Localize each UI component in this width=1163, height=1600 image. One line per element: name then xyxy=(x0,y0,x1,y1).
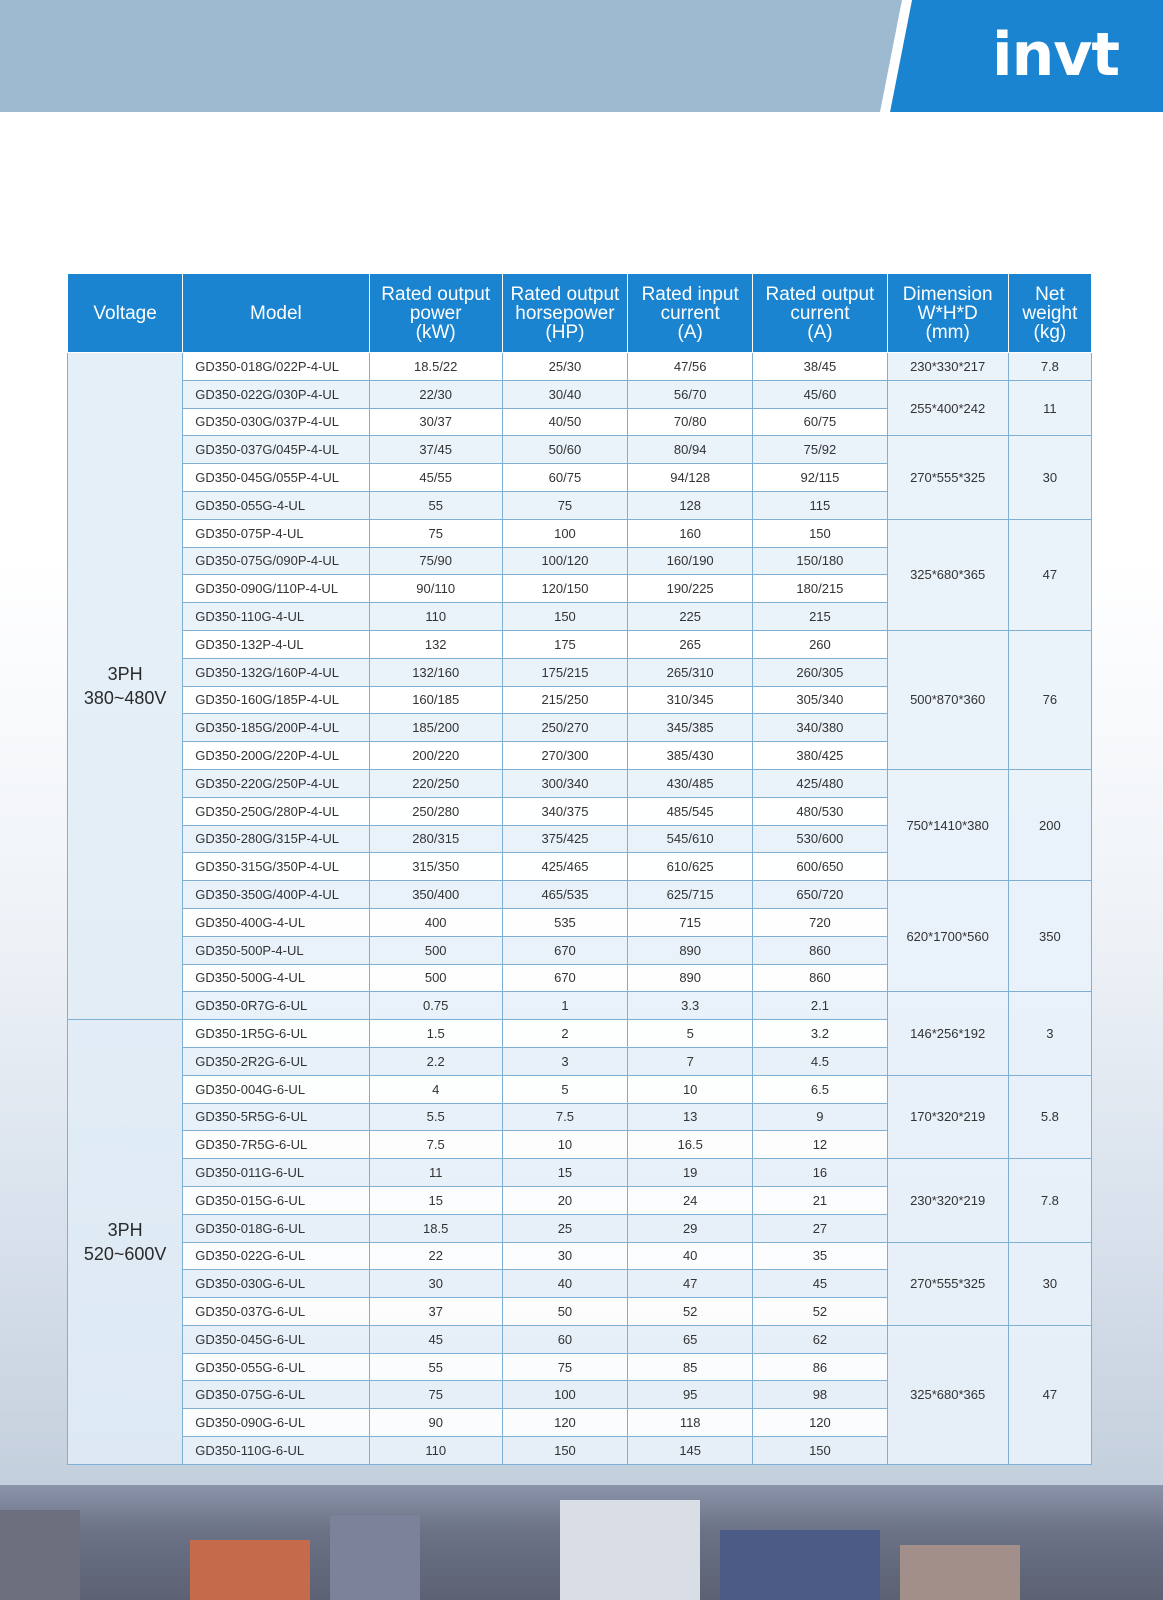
input-current-cell: 47 xyxy=(628,1270,753,1298)
output-current-cell: 45/60 xyxy=(753,380,887,408)
input-current-cell: 95 xyxy=(628,1381,753,1409)
input-current-cell: 265/310 xyxy=(628,658,753,686)
input-current-cell: 310/345 xyxy=(628,686,753,714)
output-current-cell: 86 xyxy=(753,1353,887,1381)
input-current-cell: 7 xyxy=(628,1047,753,1075)
table-header-row xyxy=(68,274,1092,353)
output-current-cell: 21 xyxy=(753,1186,887,1214)
power-cell: 22 xyxy=(369,1242,502,1270)
model-cell: GD350-110G-6-UL xyxy=(183,1437,369,1465)
input-current-cell: 345/385 xyxy=(628,714,753,742)
net-weight-cell: 5.8 xyxy=(1008,1075,1091,1158)
output-current-cell: 4.5 xyxy=(753,1047,887,1075)
model-cell: GD350-220G/250P-4-UL xyxy=(183,769,369,797)
power-cell: 90/110 xyxy=(369,575,502,603)
input-current-cell: 485/545 xyxy=(628,797,753,825)
model-cell: GD350-011G-6-UL xyxy=(183,1159,369,1187)
horsepower-cell: 15 xyxy=(502,1159,627,1187)
power-cell: 500 xyxy=(369,936,502,964)
horsepower-cell: 60/75 xyxy=(502,464,627,492)
dimension-cell: 255*400*242 xyxy=(887,380,1008,436)
table-row xyxy=(68,992,1092,1020)
output-current-cell: 425/480 xyxy=(753,769,887,797)
power-cell: 75/90 xyxy=(369,547,502,575)
power-cell: 90 xyxy=(369,1409,502,1437)
model-cell: GD350-075G/090P-4-UL xyxy=(183,547,369,575)
model-cell: GD350-037G-6-UL xyxy=(183,1298,369,1326)
output-current-cell: 9 xyxy=(753,1103,887,1131)
power-cell: 132 xyxy=(369,630,502,658)
model-cell: GD350-1R5G-6-UL xyxy=(183,1020,369,1048)
output-current-cell: 2.1 xyxy=(753,992,887,1020)
model-cell: GD350-7R5G-6-UL xyxy=(183,1131,369,1159)
horsepower-cell: 75 xyxy=(502,491,627,519)
horsepower-cell: 60 xyxy=(502,1325,627,1353)
output-current-cell: 3.2 xyxy=(753,1020,887,1048)
output-current-cell: 60/75 xyxy=(753,408,887,436)
dimension-cell: 500*870*360 xyxy=(887,630,1008,769)
output-current-cell: 150 xyxy=(753,1437,887,1465)
output-current-cell: 305/340 xyxy=(753,686,887,714)
model-cell: GD350-045G/055P-4-UL xyxy=(183,464,369,492)
power-cell: 110 xyxy=(369,603,502,631)
table-row xyxy=(68,769,1092,797)
model-cell: GD350-045G-6-UL xyxy=(183,1325,369,1353)
net-weight-cell: 200 xyxy=(1008,769,1091,880)
table-row xyxy=(68,1242,1092,1270)
model-cell: GD350-500G-4-UL xyxy=(183,964,369,992)
table-row xyxy=(68,1159,1092,1187)
input-current-cell: 13 xyxy=(628,1103,753,1131)
model-cell: GD350-110G-4-UL xyxy=(183,603,369,631)
model-cell: GD350-004G-6-UL xyxy=(183,1075,369,1103)
power-cell: 11 xyxy=(369,1159,502,1187)
horsepower-cell: 1 xyxy=(502,992,627,1020)
output-current-cell: 6.5 xyxy=(753,1075,887,1103)
power-cell: 45/55 xyxy=(369,464,502,492)
output-current-cell: 340/380 xyxy=(753,714,887,742)
output-current-cell: 215 xyxy=(753,603,887,631)
table-row xyxy=(68,1325,1092,1353)
model-cell: GD350-500P-4-UL xyxy=(183,936,369,964)
output-current-cell: 92/115 xyxy=(753,464,887,492)
power-cell: 280/315 xyxy=(369,825,502,853)
voltage-cell: 3PH 520~600V xyxy=(68,1020,183,1465)
model-cell: GD350-030G-6-UL xyxy=(183,1270,369,1298)
input-current-cell: 70/80 xyxy=(628,408,753,436)
output-current-cell: 98 xyxy=(753,1381,887,1409)
net-weight-cell: 30 xyxy=(1008,436,1091,519)
model-cell: GD350-200G/220P-4-UL xyxy=(183,742,369,770)
input-current-cell: 128 xyxy=(628,491,753,519)
header-net-weight: Net weight (kg) xyxy=(1008,274,1091,353)
net-weight-cell: 47 xyxy=(1008,519,1091,630)
table-row xyxy=(68,353,1092,381)
factory-photo-background xyxy=(0,1485,1163,1600)
power-cell: 30/37 xyxy=(369,408,502,436)
model-cell: GD350-280G/315P-4-UL xyxy=(183,825,369,853)
output-current-cell: 650/720 xyxy=(753,881,887,909)
output-current-cell: 75/92 xyxy=(753,436,887,464)
output-current-cell: 600/650 xyxy=(753,853,887,881)
horsepower-cell: 30 xyxy=(502,1242,627,1270)
power-cell: 15 xyxy=(369,1186,502,1214)
power-cell: 220/250 xyxy=(369,769,502,797)
input-current-cell: 118 xyxy=(628,1409,753,1437)
header-model: Model xyxy=(183,274,369,353)
input-current-cell: 890 xyxy=(628,964,753,992)
model-cell: GD350-022G-6-UL xyxy=(183,1242,369,1270)
input-current-cell: 890 xyxy=(628,936,753,964)
model-cell: GD350-055G-6-UL xyxy=(183,1353,369,1381)
header-brand-shape xyxy=(0,0,1163,112)
header-dimension: Dimension W*H*D (mm) xyxy=(887,274,1008,353)
net-weight-cell: 76 xyxy=(1008,630,1091,769)
horsepower-cell: 300/340 xyxy=(502,769,627,797)
model-cell: GD350-037G/045P-4-UL xyxy=(183,436,369,464)
input-current-cell: 56/70 xyxy=(628,380,753,408)
horsepower-cell: 40/50 xyxy=(502,408,627,436)
dimension-cell: 750*1410*380 xyxy=(887,769,1008,880)
output-current-cell: 120 xyxy=(753,1409,887,1437)
input-current-cell: 190/225 xyxy=(628,575,753,603)
table-row xyxy=(68,630,1092,658)
header-voltage: Voltage xyxy=(68,274,183,353)
horsepower-cell: 670 xyxy=(502,964,627,992)
input-current-cell: 94/128 xyxy=(628,464,753,492)
power-cell: 315/350 xyxy=(369,853,502,881)
output-current-cell: 380/425 xyxy=(753,742,887,770)
invt-logo: invt xyxy=(992,20,1120,90)
output-current-cell: 62 xyxy=(753,1325,887,1353)
power-cell: 160/185 xyxy=(369,686,502,714)
power-cell: 5.5 xyxy=(369,1103,502,1131)
voltage-cell: 3PH 380~480V xyxy=(68,353,183,1020)
input-current-cell: 430/485 xyxy=(628,769,753,797)
power-cell: 75 xyxy=(369,1381,502,1409)
input-current-cell: 85 xyxy=(628,1353,753,1381)
net-weight-cell: 7.8 xyxy=(1008,1159,1091,1242)
dimension-cell: 620*1700*560 xyxy=(887,881,1008,992)
power-cell: 350/400 xyxy=(369,881,502,909)
input-current-cell: 10 xyxy=(628,1075,753,1103)
table-row xyxy=(68,436,1092,464)
horsepower-cell: 150 xyxy=(502,603,627,631)
model-cell: GD350-030G/037P-4-UL xyxy=(183,408,369,436)
horsepower-cell: 535 xyxy=(502,908,627,936)
power-cell: 400 xyxy=(369,908,502,936)
horsepower-cell: 100/120 xyxy=(502,547,627,575)
table-row xyxy=(68,1075,1092,1103)
horsepower-cell: 120 xyxy=(502,1409,627,1437)
horsepower-cell: 40 xyxy=(502,1270,627,1298)
output-current-cell: 35 xyxy=(753,1242,887,1270)
dimension-cell: 325*680*365 xyxy=(887,519,1008,630)
output-current-cell: 860 xyxy=(753,936,887,964)
output-current-cell: 52 xyxy=(753,1298,887,1326)
output-current-cell: 12 xyxy=(753,1131,887,1159)
power-cell: 18.5 xyxy=(369,1214,502,1242)
horsepower-cell: 5 xyxy=(502,1075,627,1103)
power-cell: 2.2 xyxy=(369,1047,502,1075)
input-current-cell: 385/430 xyxy=(628,742,753,770)
input-current-cell: 3.3 xyxy=(628,992,753,1020)
horsepower-cell: 270/300 xyxy=(502,742,627,770)
model-cell: GD350-075P-4-UL xyxy=(183,519,369,547)
horsepower-cell: 3 xyxy=(502,1047,627,1075)
input-current-cell: 80/94 xyxy=(628,436,753,464)
input-current-cell: 40 xyxy=(628,1242,753,1270)
power-cell: 7.5 xyxy=(369,1131,502,1159)
power-cell: 18.5/22 xyxy=(369,353,502,381)
model-cell: GD350-250G/280P-4-UL xyxy=(183,797,369,825)
horsepower-cell: 670 xyxy=(502,936,627,964)
power-cell: 1.5 xyxy=(369,1020,502,1048)
dimension-cell: 270*555*325 xyxy=(887,436,1008,519)
input-current-cell: 545/610 xyxy=(628,825,753,853)
net-weight-cell: 3 xyxy=(1008,992,1091,1075)
horsepower-cell: 215/250 xyxy=(502,686,627,714)
model-cell: GD350-185G/200P-4-UL xyxy=(183,714,369,742)
table-row xyxy=(68,380,1092,408)
power-cell: 0.75 xyxy=(369,992,502,1020)
header-input-current: Rated input current (A) xyxy=(628,274,753,353)
horsepower-cell: 50/60 xyxy=(502,436,627,464)
horsepower-cell: 20 xyxy=(502,1186,627,1214)
model-cell: GD350-400G-4-UL xyxy=(183,908,369,936)
horsepower-cell: 375/425 xyxy=(502,825,627,853)
dimension-cell: 230*330*217 xyxy=(887,353,1008,381)
power-cell: 37 xyxy=(369,1298,502,1326)
model-cell: GD350-132G/160P-4-UL xyxy=(183,658,369,686)
power-cell: 250/280 xyxy=(369,797,502,825)
net-weight-cell: 30 xyxy=(1008,1242,1091,1325)
header-power-kw: Rated output power (kW) xyxy=(369,274,502,353)
net-weight-cell: 7.8 xyxy=(1008,353,1091,381)
output-current-cell: 16 xyxy=(753,1159,887,1187)
output-current-cell: 480/530 xyxy=(753,797,887,825)
model-cell: GD350-315G/350P-4-UL xyxy=(183,853,369,881)
horsepower-cell: 465/535 xyxy=(502,881,627,909)
model-cell: GD350-018G-6-UL xyxy=(183,1214,369,1242)
input-current-cell: 160 xyxy=(628,519,753,547)
input-current-cell: 24 xyxy=(628,1186,753,1214)
horsepower-cell: 2 xyxy=(502,1020,627,1048)
power-cell: 75 xyxy=(369,519,502,547)
horsepower-cell: 10 xyxy=(502,1131,627,1159)
dimension-cell: 325*680*365 xyxy=(887,1325,1008,1464)
input-current-cell: 145 xyxy=(628,1437,753,1465)
table-row xyxy=(68,881,1092,909)
horsepower-cell: 340/375 xyxy=(502,797,627,825)
model-cell: GD350-075G-6-UL xyxy=(183,1381,369,1409)
output-current-cell: 150/180 xyxy=(753,547,887,575)
power-cell: 132/160 xyxy=(369,658,502,686)
input-current-cell: 16.5 xyxy=(628,1131,753,1159)
table-body xyxy=(68,353,1092,1465)
power-cell: 200/220 xyxy=(369,742,502,770)
horsepower-cell: 175 xyxy=(502,630,627,658)
model-cell: GD350-160G/185P-4-UL xyxy=(183,686,369,714)
horsepower-cell: 150 xyxy=(502,1437,627,1465)
dimension-cell: 170*320*219 xyxy=(887,1075,1008,1158)
output-current-cell: 720 xyxy=(753,908,887,936)
output-current-cell: 860 xyxy=(753,964,887,992)
model-cell: GD350-5R5G-6-UL xyxy=(183,1103,369,1131)
power-cell: 37/45 xyxy=(369,436,502,464)
output-current-cell: 115 xyxy=(753,491,887,519)
power-cell: 185/200 xyxy=(369,714,502,742)
model-cell: GD350-090G/110P-4-UL xyxy=(183,575,369,603)
power-cell: 30 xyxy=(369,1270,502,1298)
net-weight-cell: 350 xyxy=(1008,881,1091,992)
output-current-cell: 45 xyxy=(753,1270,887,1298)
input-current-cell: 19 xyxy=(628,1159,753,1187)
power-cell: 55 xyxy=(369,1353,502,1381)
input-current-cell: 52 xyxy=(628,1298,753,1326)
horsepower-cell: 100 xyxy=(502,519,627,547)
horsepower-cell: 250/270 xyxy=(502,714,627,742)
horsepower-cell: 120/150 xyxy=(502,575,627,603)
model-cell: GD350-350G/400P-4-UL xyxy=(183,881,369,909)
power-cell: 55 xyxy=(369,491,502,519)
output-current-cell: 260/305 xyxy=(753,658,887,686)
horsepower-cell: 25/30 xyxy=(502,353,627,381)
horsepower-cell: 25 xyxy=(502,1214,627,1242)
output-current-cell: 180/215 xyxy=(753,575,887,603)
horsepower-cell: 425/465 xyxy=(502,853,627,881)
model-cell: GD350-018G/022P-4-UL xyxy=(183,353,369,381)
input-current-cell: 610/625 xyxy=(628,853,753,881)
header-output-current: Rated output current (A) xyxy=(753,274,887,353)
dimension-cell: 230*320*219 xyxy=(887,1159,1008,1242)
model-cell: GD350-090G-6-UL xyxy=(183,1409,369,1437)
dimension-cell: 270*555*325 xyxy=(887,1242,1008,1325)
power-cell: 110 xyxy=(369,1437,502,1465)
horsepower-cell: 50 xyxy=(502,1298,627,1326)
power-cell: 45 xyxy=(369,1325,502,1353)
input-current-cell: 29 xyxy=(628,1214,753,1242)
model-cell: GD350-022G/030P-4-UL xyxy=(183,380,369,408)
input-current-cell: 715 xyxy=(628,908,753,936)
power-cell: 500 xyxy=(369,964,502,992)
input-current-cell: 5 xyxy=(628,1020,753,1048)
header-horsepower: Rated output horsepower (HP) xyxy=(502,274,627,353)
output-current-cell: 27 xyxy=(753,1214,887,1242)
input-current-cell: 47/56 xyxy=(628,353,753,381)
power-cell: 22/30 xyxy=(369,380,502,408)
input-current-cell: 625/715 xyxy=(628,881,753,909)
input-current-cell: 160/190 xyxy=(628,547,753,575)
net-weight-cell: 11 xyxy=(1008,380,1091,436)
input-current-cell: 265 xyxy=(628,630,753,658)
model-cell: GD350-0R7G-6-UL xyxy=(183,992,369,1020)
horsepower-cell: 100 xyxy=(502,1381,627,1409)
dimension-cell: 146*256*192 xyxy=(887,992,1008,1075)
model-cell: GD350-055G-4-UL xyxy=(183,491,369,519)
output-current-cell: 260 xyxy=(753,630,887,658)
horsepower-cell: 30/40 xyxy=(502,380,627,408)
output-current-cell: 530/600 xyxy=(753,825,887,853)
model-cell: GD350-2R2G-6-UL xyxy=(183,1047,369,1075)
model-cell: GD350-015G-6-UL xyxy=(183,1186,369,1214)
model-cell: GD350-132P-4-UL xyxy=(183,630,369,658)
output-current-cell: 38/45 xyxy=(753,353,887,381)
output-current-cell: 150 xyxy=(753,519,887,547)
horsepower-cell: 175/215 xyxy=(502,658,627,686)
power-cell: 4 xyxy=(369,1075,502,1103)
input-current-cell: 65 xyxy=(628,1325,753,1353)
horsepower-cell: 75 xyxy=(502,1353,627,1381)
net-weight-cell: 47 xyxy=(1008,1325,1091,1464)
spec-table xyxy=(67,273,1092,1465)
horsepower-cell: 7.5 xyxy=(502,1103,627,1131)
table-row xyxy=(68,519,1092,547)
input-current-cell: 225 xyxy=(628,603,753,631)
